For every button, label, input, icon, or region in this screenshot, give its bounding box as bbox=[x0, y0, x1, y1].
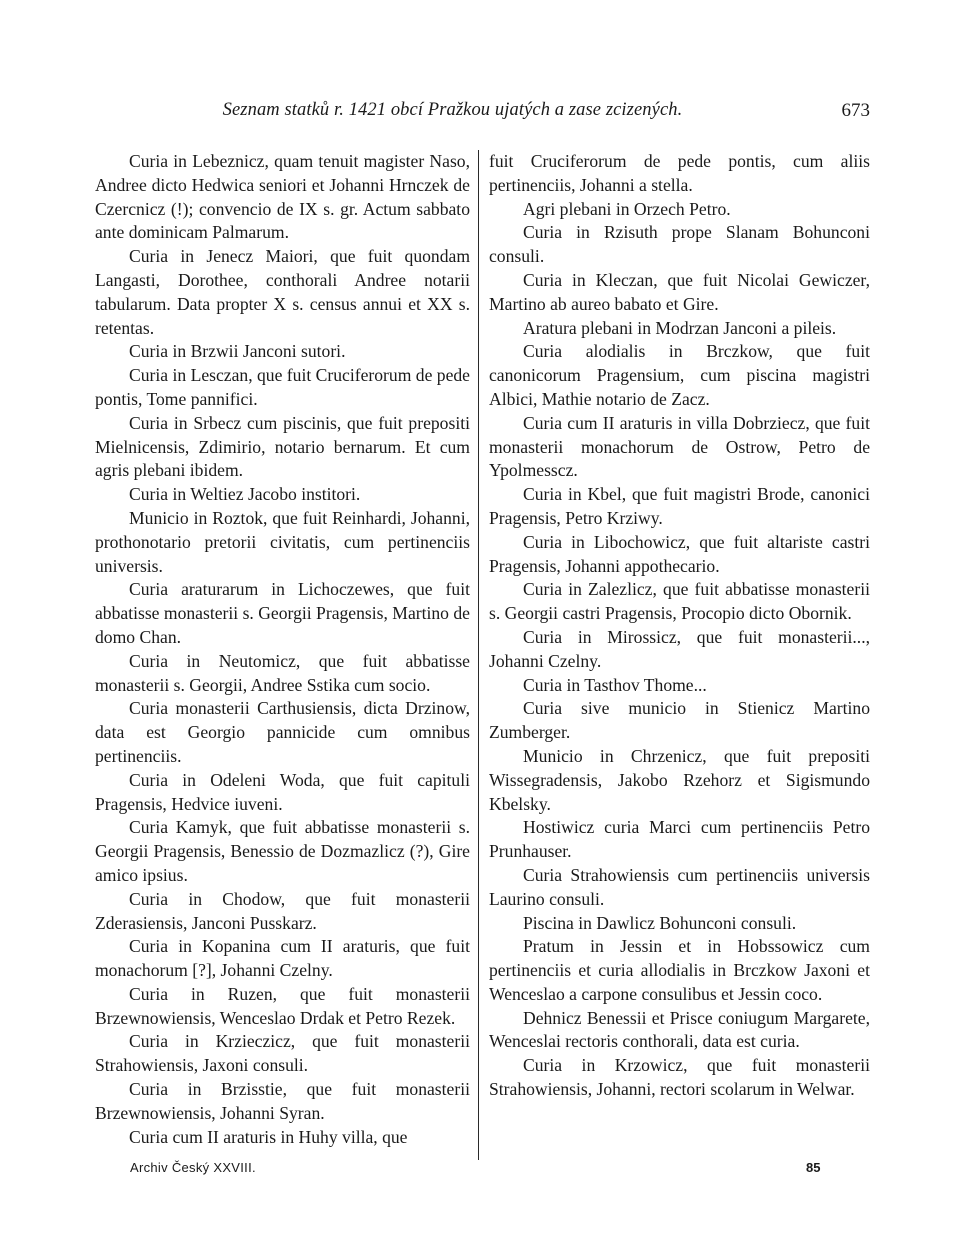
entry-paragraph: Curia in Rzisuth prope Slanam Bohunconi consuli. bbox=[489, 222, 870, 267]
entry-paragraph: Curia in Libochowicz, que fuit altariste castri Pragensis, Johanni appothecario. bbox=[489, 531, 870, 576]
entry-paragraph: Curia in Jenecz Maiori, que fuit quondam Langasti, Dorothee, conthorali Andree notarii tabularum. Data propter X s. census annui et XX s. retentas. bbox=[95, 246, 470, 338]
entry-paragraph: Curia in Neutomicz, que fuit abbatisse monasterii s. Georgii, Andree Sstika cum socio. bbox=[95, 650, 470, 695]
column-divider bbox=[478, 150, 479, 1160]
entry-paragraph: Piscina in Dawlicz Bohunconi consuli. bbox=[523, 912, 797, 933]
page-number: 673 bbox=[841, 100, 870, 121]
entry-paragraph: Curia cum II araturis in villa Dobrziecz, que fuit monasterii monachorum de Ostrow, Petro de Ypolmesscz. bbox=[489, 412, 870, 481]
running-title: Seznam statků r. 1421 obcí Pražkou ujatých a zase zcizených. bbox=[222, 100, 683, 120]
entry-paragraph: Dehnicz Benessii et Prisce coniugum Margarete, Wenceslai rectoris conthorali, data est curia. bbox=[489, 1007, 870, 1052]
entry-paragraph: Curia Strahowiensis cum pertinenciis universis Laurino consuli. bbox=[489, 864, 870, 909]
entry-paragraph: fuit Cruciferorum de pede pontis, cum aliis pertinenciis, Johanni a stella. bbox=[489, 151, 870, 195]
entry-paragraph: Curia in Chodow, que fuit monasterii Zderasiensis, Janconi Pusskarz. bbox=[95, 888, 470, 933]
entry-paragraph: Curia araturarum in Lichoczewes, que fuit abbatisse monasterii s. Georgii Pragensis, Martino de domo Chan. bbox=[95, 579, 470, 647]
footer-signature: Archiv Český XXVIII. bbox=[130, 1160, 256, 1175]
entry-paragraph: Curia in Brzwii Janconi sutori. bbox=[129, 341, 346, 362]
entry-paragraph: Hostiwicz curia Marci cum pertinenciis Petro Prunhauser. bbox=[489, 817, 870, 862]
entry-paragraph: Curia alodialis in Brczkow, que fuit canonicorum Pragensium, cum piscina magistri Albici, Mathie notario de Zacz. bbox=[489, 341, 870, 409]
entry-paragraph: Curia in Krzieczicz, que fuit monasterii Strahowiensis, Jaxoni consuli. bbox=[95, 1031, 470, 1076]
entry-paragraph: Curia sive municio in Stienicz Martino Zumberger. bbox=[489, 698, 870, 743]
entry-paragraph: Curia in Tasthov Thome... bbox=[523, 674, 707, 695]
entry-paragraph: Aratura plebani in Modrzan Janconi a pileis. bbox=[523, 317, 837, 338]
entry-paragraph: Curia in Kopanina cum II araturis, que fuit monachorum [?], Johanni Czelny. bbox=[95, 936, 470, 981]
footer-sheet-number: 85 bbox=[806, 1160, 821, 1175]
page-header bbox=[95, 100, 870, 130]
entry-paragraph: Curia in Zalezlicz, que fuit abbatisse monasterii s. Georgii castri Pragensis, Procopio dicto Obornik. bbox=[489, 579, 870, 624]
entry-paragraph: Curia in Srbecz cum piscinis, que fuit prepositi Mielnicensis, Zdimirio, notario bernarum. Et cum agris plebani ibidem. bbox=[95, 412, 470, 481]
right-column bbox=[489, 150, 870, 1102]
entry-paragraph: Curia in Weltiez Jacobo institori. bbox=[129, 484, 361, 505]
entry-paragraph: Curia in Mirossicz, que fuit monasterii..., Johanni Czelny. bbox=[489, 626, 870, 671]
entry-paragraph: Curia in Lesczan, que fuit Cruciferorum de pede pontis, Tome pannifici. bbox=[95, 365, 470, 409]
entry-paragraph: Municio in Roztok, que fuit Reinhardi, Johanni, prothonotario pretorii civitatis, cum pertinenciis universis. bbox=[95, 507, 470, 576]
entry-paragraph: Curia in Krzowicz, que fuit monasterii Strahowiensis, Johanni, rectori scolarum in Welwar. bbox=[489, 1055, 870, 1100]
entry-paragraph: Curia Kamyk, que fuit abbatisse monasterii s. Georgii Pragensis, Benessio de Dozmazlicz (?), Gire amico ipsius. bbox=[95, 817, 470, 885]
entry-paragraph: Curia in Ruzen, que fuit monasterii Brzewnowiensis, Wenceslao Drdak et Petro Rezek. bbox=[95, 983, 470, 1028]
entry-paragraph: Curia in Odeleni Woda, que fuit capituli Pragensis, Hedvice iuveni. bbox=[95, 769, 470, 814]
entry-paragraph: Curia cum II araturis in Huhy villa, que bbox=[129, 1126, 408, 1147]
left-column bbox=[95, 150, 470, 1149]
entry-paragraph: Pratum in Jessin et in Hobssowicz cum pertinenciis et curia allodialis in Brczkow Jaxoni et Wenceslao a carpone consulibus et Jessin coco. bbox=[489, 936, 870, 1004]
entry-paragraph: Curia in Lebeznicz, quam tenuit magister Naso, Andree dicto Hedwica seniori et Johanni Hrnczek de Czercnicz (!); convencio de IX s. gr. Actum sabbato ante dominicam Palmarum. bbox=[95, 151, 470, 243]
entry-paragraph: Curia in Kbel, que fuit magistri Brode, canonici Pragensis, Petro Krziwy. bbox=[489, 484, 870, 528]
entry-paragraph: Curia in Kleczan, que fuit Nicolai Gewiczer, Martino ab aureo babato et Gire. bbox=[489, 269, 870, 314]
entry-paragraph: Agri plebani in Orzech Petro. bbox=[523, 198, 731, 219]
entry-paragraph: Curia in Brzisstie, que fuit monasterii Brzewnowiensis, Johanni Syran. bbox=[95, 1079, 470, 1123]
entry-paragraph: Curia monasterii Carthusiensis, dicta Drzinow, data est Georgio pannicide cum omnibus pertinenciis. bbox=[95, 698, 470, 766]
entry-paragraph: Municio in Chrzenicz, que fuit prepositi Wissegradensis, Jakobo Rzehorz et Sigismundo Kbelsky. bbox=[489, 745, 870, 814]
